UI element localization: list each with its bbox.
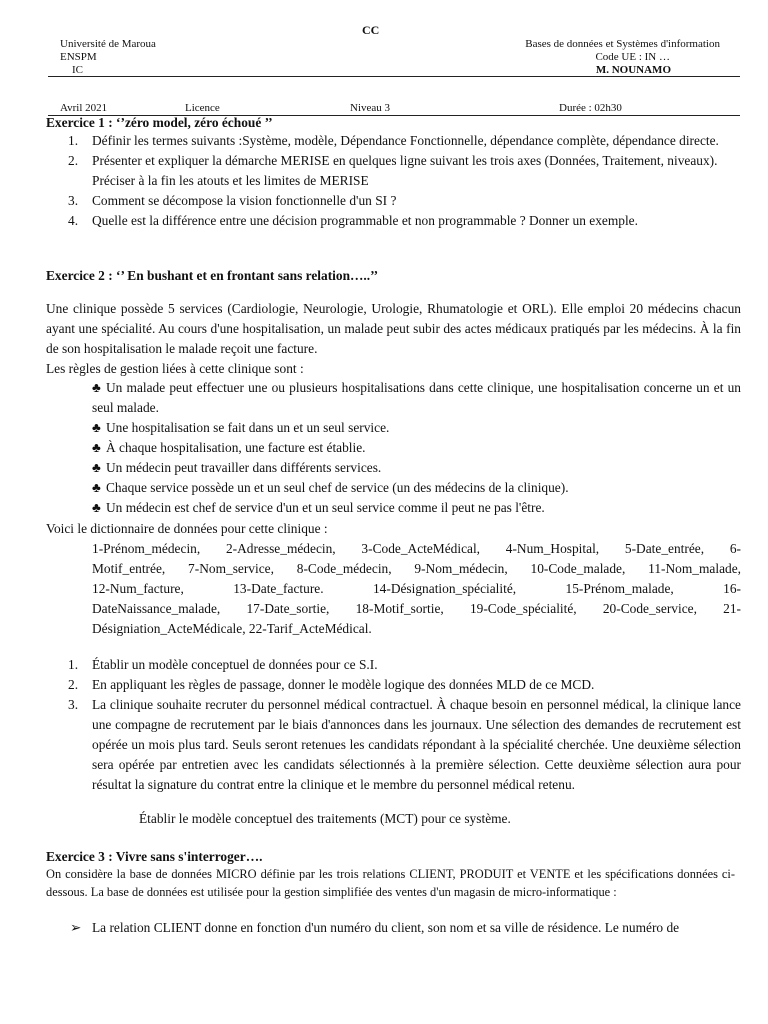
ex1-item-text: Quelle est la différence entre une décision programmable et non programmable ? Donner un exemple. bbox=[92, 213, 638, 228]
rule-text: Un malade peut effectuer une ou plusieurs hospitalisations dans cette clinique, une hospitalisation concerne un et un seul malade. bbox=[92, 380, 741, 415]
ex2-questions bbox=[68, 655, 741, 795]
rule-item bbox=[92, 438, 741, 458]
dict-line: DateNaissance_malade, 17-Date_sortie, 18-Motif_sortie, 19-Code_spécialité, 20-Code_service, 21- bbox=[92, 601, 741, 616]
rule-item bbox=[92, 458, 741, 478]
dict-line: 1-Prénom_médecin, 2-Adresse_médecin, 3-Code_ActeMédical, 4-Num_Hospital, 5-Date_entrée, 6- bbox=[92, 541, 741, 556]
ex2-rules-label: Les règles de gestion liées à cette clinique sont : bbox=[46, 361, 304, 376]
rule-item bbox=[92, 418, 741, 438]
header-right bbox=[500, 38, 720, 77]
header-department: IC bbox=[72, 64, 83, 76]
ex2-question-text: Établir un modèle conceptuel de données pour ce S.I. bbox=[92, 657, 378, 672]
club-bullet-icon: ♣ bbox=[92, 380, 101, 395]
ex3-bullet-text: La relation CLIENT donne en fonction d'un numéro du client, son nom et sa ville de résidence. Le numéro de bbox=[92, 920, 680, 935]
arrow-bullet-icon: ➢ bbox=[70, 920, 82, 935]
ex2-rules bbox=[92, 378, 741, 518]
club-bullet-icon: ♣ bbox=[92, 440, 101, 455]
ex2-question: 1. Établir un modèle conceptuel de données pour ce S.I. bbox=[68, 657, 378, 672]
ex3-bullet-item bbox=[70, 918, 738, 938]
meta-date: Avril 2021 bbox=[60, 102, 108, 114]
dict-line: Motif_entrée, 7-Nom_service, 8-Code_médecin, 9-Nom_médecin, 10-Code_malade, 11-Nom_malade, bbox=[92, 561, 741, 576]
meta-duration: Durée : 02h30 bbox=[559, 102, 622, 114]
header-code: Code UE : IN … bbox=[595, 51, 670, 63]
rule-text: À chaque hospitalisation, une facture est établie. bbox=[106, 440, 366, 455]
ex1-item: 4. Quelle est la différence entre une décision programmable et non programmable ? Donner un exemple. bbox=[68, 213, 638, 228]
header-left bbox=[60, 38, 156, 77]
header-divider bbox=[48, 76, 740, 77]
ex1-item-text: Comment se décompose la vision fonctionnelle d'un SI ? bbox=[92, 193, 397, 208]
ex2-dictionary bbox=[92, 539, 741, 639]
ex1-list bbox=[68, 131, 740, 231]
meta-niveau: Niveau 3 bbox=[350, 102, 391, 114]
header-school: ENSPM bbox=[60, 51, 97, 63]
ex2-intro: Une clinique possède 5 services (Cardiologie, Neurologie, Urologie, Rhumatologie et ORL). Elle emploi 20 médecins chacun ayant une spécialité. Au cours d'une hospitalisation, un malade peut subir des actes médicaux pratiqués par les médecins. À la fin de son hospitalisation le malade reçoit une facture. bbox=[46, 301, 741, 356]
club-bullet-icon: ♣ bbox=[92, 420, 101, 435]
club-bullet-icon: ♣ bbox=[92, 500, 101, 515]
ex1-item-text: Définir les termes suivants :Système, modèle, Dépendance Fonctionnelle, dépendance complète, dépendance directe. bbox=[92, 133, 719, 148]
header-teacher: M. NOUNAMO bbox=[595, 64, 671, 76]
ex1-item: 3. Comment se décompose la vision fonctionnelle d'un SI ? bbox=[68, 193, 397, 208]
meta-level: Licence bbox=[185, 102, 220, 114]
ex1-title: Exercice 1 : ‘’zéro model, zéro échoué ’’ bbox=[46, 115, 273, 130]
ex3-intro: On considère la base de données MICRO définie par les trois relations CLIENT, PRODUIT et VENTE et les spécifications données ci-dessous. La base de données est utilisée pour la gestion simplifiée des ventes d'un magasin de micro-informatique : bbox=[46, 867, 735, 899]
rule-item bbox=[92, 378, 741, 418]
ex3-title: Exercice 3 : Vivre sans s'interroger…. bbox=[46, 849, 263, 864]
ex2-title: Exercice 2 : ‘’ En bushant et en frontant sans relation…..’’ bbox=[46, 268, 379, 283]
dict-line: 12-Num_facture, 13-Date_facture. 14-Désignation_spécialité, 15-Prénom_malade, 16- bbox=[92, 581, 741, 596]
ex2-question-text: En appliquant les règles de passage, donner le modèle logique des données MLD de ce MCD. bbox=[92, 677, 595, 692]
club-bullet-icon: ♣ bbox=[92, 480, 101, 495]
ex1-item: 2. Présenter et expliquer la démarche MERISE en quelques ligne suivant les trois axes (Données, Traitement, niveaux). Préciser à la fin les atouts et les limites de MERISE bbox=[68, 153, 718, 188]
rule-text: Chaque service possède un et un seul chef de service (un des médecins de la clinique). bbox=[106, 480, 569, 495]
ex2-mct: Établir le modèle conceptuel des traitements (MCT) pour ce système. bbox=[139, 811, 511, 826]
rule-text: Un médecin peut travailler dans différents services. bbox=[106, 460, 382, 475]
dict-line: Désigniation_ActeMédicale, 22-Tarif_ActeMédical. bbox=[92, 621, 372, 636]
header-course: Bases de données et Systèmes d'information bbox=[525, 38, 720, 50]
header-university: Université de Maroua bbox=[60, 38, 156, 50]
ex1-item-text: Présenter et expliquer la démarche MERISE en quelques ligne suivant les trois axes (Données, Traitement, niveaux). Préciser à la fin les atouts et les limites de MERISE bbox=[92, 153, 718, 188]
rule-text: Un médecin est chef de service d'un et un seul service comme il peut ne pas l'être. bbox=[106, 500, 545, 515]
club-bullet-icon: ♣ bbox=[92, 460, 101, 475]
ex2-question-text: La clinique souhaite recruter du personnel médical contractuel. À chaque besoin en personnel médical, la clinique lance une compagne de recrutement par le biais d'annonces dans les journaux. Une sélection des demandes de recrutement est opérée un mois plus tard. Seuls seront retenues les candidats répondant à la spécialité cherchée. Une deuxième sélection sera opérée par entretien avec les candidats sélectionnés à la première sélection. Cette deuxième sélection aura pour résultat la signature du contrat entre la clinique et le membre du personnel médical retenu. bbox=[92, 697, 741, 792]
rule-item bbox=[92, 478, 741, 498]
rule-text: Une hospitalisation se fait dans un et un seul service. bbox=[106, 420, 390, 435]
ex2-question: 3. La clinique souhaite recruter du personnel médical contractuel. À chaque besoin en personnel médical, la clinique lance une compagne de recrutement par le biais d'annonces dans les journaux. Une sélection des demandes de recrutement est opérée un mois plus tard. Seuls seront retenues les candidats répondant à la spécialité cherchée. Une deuxième sélection sera opérée par entretien avec les candidats sélectionnés à la première sélection. Cette deuxième sélection aura pour résultat la signature du contrat entre la clinique et le membre du personnel médical retenu. bbox=[68, 697, 741, 792]
ex1-item: 1. Définir les termes suivants :Système, modèle, Dépendance Fonctionnelle, dépendance complète, dépendance directe. bbox=[68, 133, 719, 148]
header-top-code: CC bbox=[362, 23, 380, 37]
ex2-question: 2. En appliquant les règles de passage, donner le modèle logique des données MLD de ce MCD. bbox=[68, 677, 595, 692]
rule-item bbox=[92, 498, 741, 518]
ex2-dict-label: Voici le dictionnaire de données pour cette clinique : bbox=[46, 521, 328, 536]
